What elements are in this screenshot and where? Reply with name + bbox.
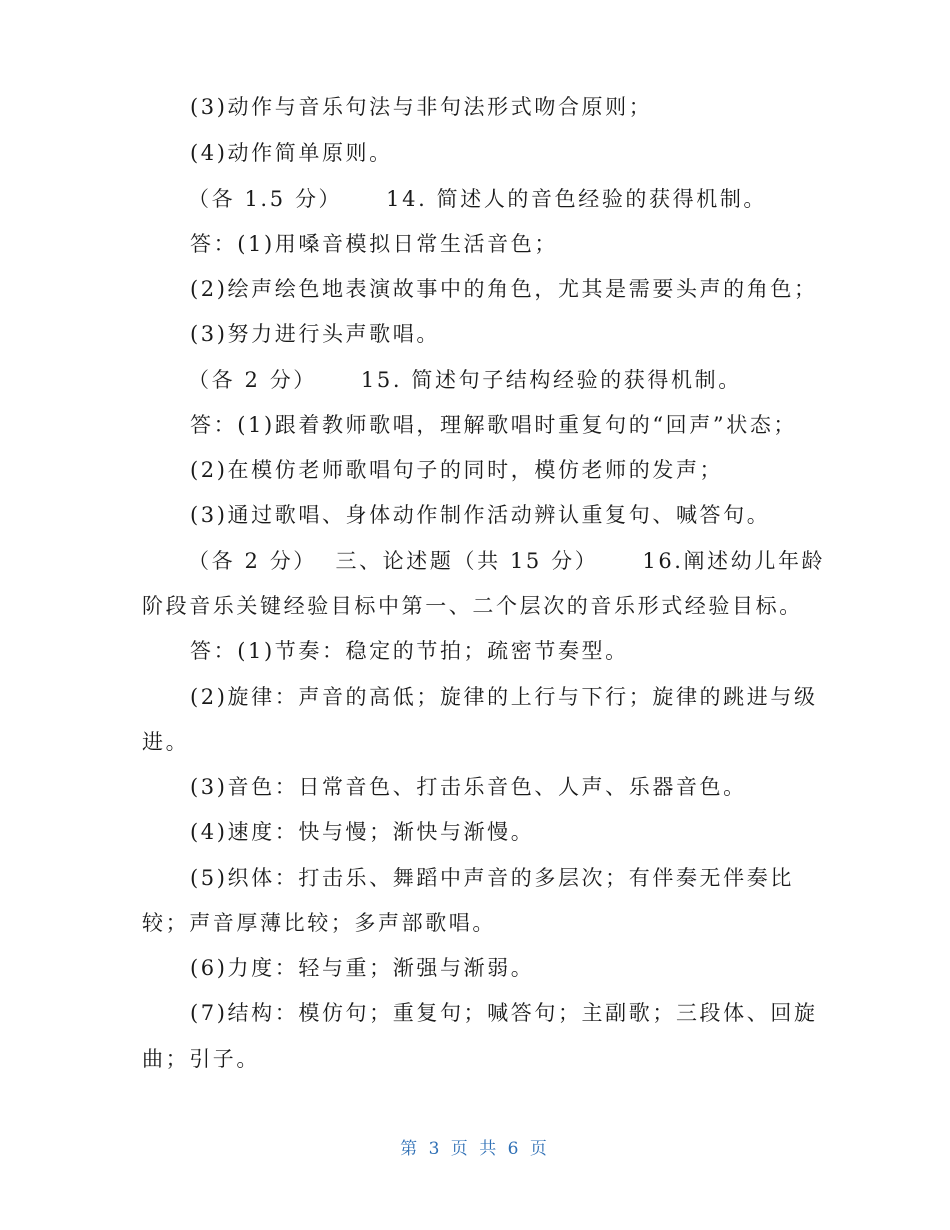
question-14-line xyxy=(188,184,868,214)
answer-15-item-1: 答：(1)跟着教师歌唱，理解歌唱时重复句的“回声”状态； xyxy=(190,413,798,437)
answer-16-item-7: (7)结构：模仿句；重复句；喊答句；主副歌；三段体、回旋 xyxy=(190,1001,818,1025)
answer-16-item-6: (6)力度：轻与重；渐强与渐弱。 xyxy=(190,956,535,980)
answer-16-item-5-cont: 较；声音厚薄比较；多声部歌唱。 xyxy=(142,911,496,935)
answer-item-4: (4)动作简单原则。 xyxy=(190,141,393,165)
answer-16-item-5: (5)织体：打击乐、舞蹈中声音的多层次；有伴奏无伴奏比 xyxy=(190,866,794,890)
answer-16-item-1: 答：(1)节奏：稳定的节拍；疏密节奏型。 xyxy=(190,639,629,663)
answer-16-item-7-cont: 曲；引子。 xyxy=(142,1047,260,1071)
page-number-footer: 第 3 页 共 6 页 xyxy=(400,1139,550,1159)
score-note: （各 1.5 分） xyxy=(188,187,343,211)
answer-14-item-1: 答：(1)用嗓音模拟日常生活音色； xyxy=(190,232,558,256)
answer-16-item-2: (2)旋律：声音的高低；旋律的上行与下行；旋律的跳进与级 xyxy=(190,685,818,709)
answer-item-3: (3)动作与音乐句法与非句法形式吻合原则； xyxy=(190,95,653,119)
question-15: 15. 简述句子结构经验的获得机制。 xyxy=(360,368,742,392)
answer-16-item-4: (4)速度：快与慢；渐快与渐慢。 xyxy=(190,820,535,844)
section-heading: 三、论述题（共 15 分） xyxy=(335,549,599,573)
score-note: （各 2 分） xyxy=(188,368,317,392)
score-note: （各 2 分） xyxy=(188,549,317,573)
question-16: 16.阐述幼儿年龄 xyxy=(642,549,826,573)
answer-16-item-2-cont: 进。 xyxy=(142,730,190,754)
section-three-line xyxy=(188,546,868,576)
answer-14-item-2: (2)绘声绘色地表演故事中的角色，尤其是需要头声的角色； xyxy=(190,277,818,301)
answer-15-item-3: (3)通过歌唱、身体动作制作活动辨认重复句、喊答句。 xyxy=(190,503,771,527)
answer-15-item-2: (2)在模仿老师歌唱句子的同时，模仿老师的发声； xyxy=(190,458,724,482)
question-16-cont: 阶段音乐关键经验目标中第一、二个层次的音乐形式经验目标。 xyxy=(142,594,803,618)
question-14: 14. 简述人的音色经验的获得机制。 xyxy=(386,187,768,211)
question-15-line xyxy=(188,365,868,395)
answer-16-item-3: (3)音色：日常音色、打击乐音色、人声、乐器音色。 xyxy=(190,775,747,799)
answer-14-item-3: (3)努力进行头声歌唱。 xyxy=(190,322,440,346)
